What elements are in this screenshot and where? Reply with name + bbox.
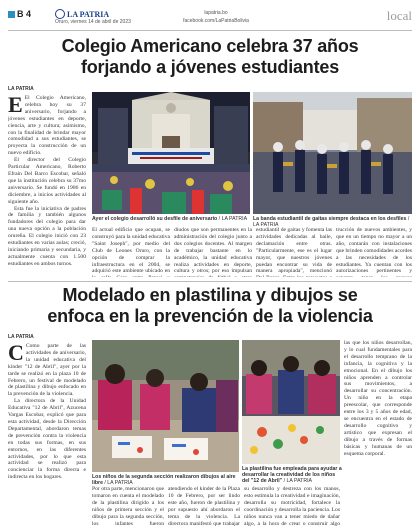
newspaper-logo: LA PATRIA <box>55 9 109 19</box>
story2-col1-para2: La directora de la Unidad Educativa "12 de Abril", Azucena Vargas Escobar, explicó que para esta actividad, desde la Dirección Departamental, abordaron temas de prevención contra la violencia en todas sus formas, en sus entornos, en las diferentes actividades, por lo que esta actividad se realizó para concienciar la forma directa e indirecta en los hogares. <box>8 398 86 481</box>
caption-plasticine: La plastilina fue empleada para ayudar a desarrollar la creatividad de los niños del "12 de Abril" / LA PATRIA <box>242 466 342 484</box>
story1-col2-text: El actual edificio que ocupan, se construyó para la unidad educativa "Saint Joseph", por medio del Club de Leones Oruro, con la opción de comprar la infraestructura en el 2004, se adquirió este ambiente ubicado en <box>92 227 170 275</box>
header-divider <box>8 30 412 31</box>
story1-kicker: LA PATRIA <box>8 86 34 92</box>
page-header <box>0 0 420 30</box>
story1-column-4: estudiantil de gaitas y fomenta las actividades dedicadas al baile, declamación entre otras. "Particularmente, ese es el lugar mayor, que nuestros jóvenes puedan encontrar su vida de manera apropiada", mencionó <box>256 227 332 275</box>
caption-plasticine-text: La plastilina fue empleada para ayudar a desarrollar la creatividad de los niños del "12 de Abril" <box>242 466 342 484</box>
page-number: B 4 <box>8 9 31 19</box>
story1-col1-para3: Esta fue la iniciativa de padres de familia y también algunos fundadores del colegio para dar una nueva opción a la población orureña. El colegio inició con 23 estudiantes en varias aulas; creció, iniciando primaria y secundaria, y actualmente cuenta con 1.500 estudiantes en ambos turnos. <box>8 205 86 267</box>
dropcap: C <box>8 343 24 365</box>
story2-headline-line1: Modelado en plastilina y dibujos se <box>62 285 358 305</box>
social-label: facebook.com/LaPatriaBolivia <box>183 18 249 24</box>
story2-column-2: Por otra parte, mencionaron que tomaron en cuenta el modelado de la plastilina dirigido a los niños de primera sección y el dibujo para la segunda sección, los infantes fueron <box>92 486 164 526</box>
story2-column-4: su desarrollo y destreza con los manos, esto estimula la creatividad e imaginación, desarrolla su motricidad, fortalece la coordinación y desarrolla la paciencia. Los niños nunca van a tener miedo de dañar algo, a la hora de crear o construir algo <box>244 486 340 526</box>
issue-date: Oruro, viernes 14 de abril de 2023 <box>55 19 131 25</box>
story1-headline-line1: Colegio Americano celebra 37 años <box>61 36 359 56</box>
story1-col1-text: El Colegio Americano, celebra hoy su 37 aniversario, forjando a jóvenes estudiantes en deporte, ciencia, arte y cultura; asimismo, con la finalidad de brindar mayor comodidad a sus estudiantes, se proyecta la construcción de un nuevo edificio. <box>8 95 86 157</box>
story1-column-1 <box>8 95 86 277</box>
caption-band: La banda estudiantil de gaitas siempre destaca en los desfiles / LA PATRIA <box>253 216 410 228</box>
caption-kids-drawing: Los niños de la segunda sección realizaron dibujos al aire libre / LA PATRIA <box>92 474 236 486</box>
story2-column-5: las que los niños desarrollan, y lo cual fundamentales para el desarrollo temprano de la infancia, la cognitiva y la emocional. En el dibujo los niños aprenden a controlar sus movimientos, a desarrollar su concentración. Un niño en la etapa preescolar, que corresponde entre los 3 y 5 años de edad, se encuentra en el estado de desarrollo cognitivo y artístico que expresan el dibujo a través de formas básicas y humanas de un esquema corporal. <box>344 340 412 457</box>
story1-col1-para2: El director del Colegio Particular Americano, Roberto Efraín Del Barco Escobar, señaló que la institución celebra su 37mo aniversario. Se fundó en 1986 en diciembre, a inicios actividades al siguiente año. <box>8 157 86 205</box>
story1-column-3: diudos que son permanentes en la administración del colegio junto a dos colegios docentes. Al margen de trabajar bastante en lo académico, la unidad educativa realiza actividades en deporte, cultura y otros; por eso impulsan <box>174 227 252 275</box>
dropcap: E <box>8 95 23 117</box>
story2-column-1 <box>8 343 86 523</box>
story2-headline-line2: enfoca en la prevención de la violencia <box>47 306 373 326</box>
story2-column-3: atendiendo el kínder de la Plaza 10 de Febrero, por ser lindo este año, fueron de plastilina y por supuesto ahí abordaron el tema de la violencia. La directora manifestó que trabajar <box>168 486 240 526</box>
caption-parade: Ayer el colegio desarrolló su desfile de aniversario / LA PATRIA <box>92 216 248 222</box>
photo-kids-drawing <box>92 340 239 472</box>
photo-band <box>253 92 412 214</box>
photo-parade <box>92 92 250 214</box>
story1-headline-line2: forjando a jóvenes estudiantes <box>80 57 340 77</box>
story1-column-2 <box>92 227 170 277</box>
story2-headline <box>8 285 412 327</box>
website-label: lapatria.bo <box>204 10 228 16</box>
section-name: local <box>386 8 412 23</box>
photo-plasticine <box>242 340 340 464</box>
story2-col1-text: Como parte de las actividades de aniversario, la unidad educativa del kínder "12 de Abril", ayer por la tarde se realizó en la plaza 10 de Febrero, un festival de modelado de plastilina y dibujo enfocado en la prevención de la violencia. <box>8 343 86 398</box>
caption-plasticine-credit: LA PATRIA <box>286 478 312 484</box>
story-divider <box>8 281 412 282</box>
caption-parade-text: Ayer el colegio desarrolló su desfile de aniversario <box>92 216 218 222</box>
story2-kicker: LA PATRIA <box>8 334 34 340</box>
logo-icon <box>55 9 65 19</box>
caption-band-text: La banda estudiantil de gaitas siempre destaca en los desfiles <box>253 216 407 222</box>
story1-column-5: trucción de nuevos ambientes, y que en un tiempo no mayor a un año, contarán con instalaciones que brinden comodidades acordes a las necesidades de los estudiantes. Ya cuentan con los autorizaciones pertinentes y <box>336 227 412 275</box>
caption-band-credit: LA PATRIA <box>253 222 279 228</box>
caption-kids-drawing-credit: LA PATRIA <box>107 480 133 486</box>
story1-headline <box>8 36 412 78</box>
caption-kids-drawing-text: Los niños de la segunda sección realizaron dibujos al aire libre <box>92 474 236 486</box>
caption-parade-credit: LA PATRIA <box>221 216 248 222</box>
